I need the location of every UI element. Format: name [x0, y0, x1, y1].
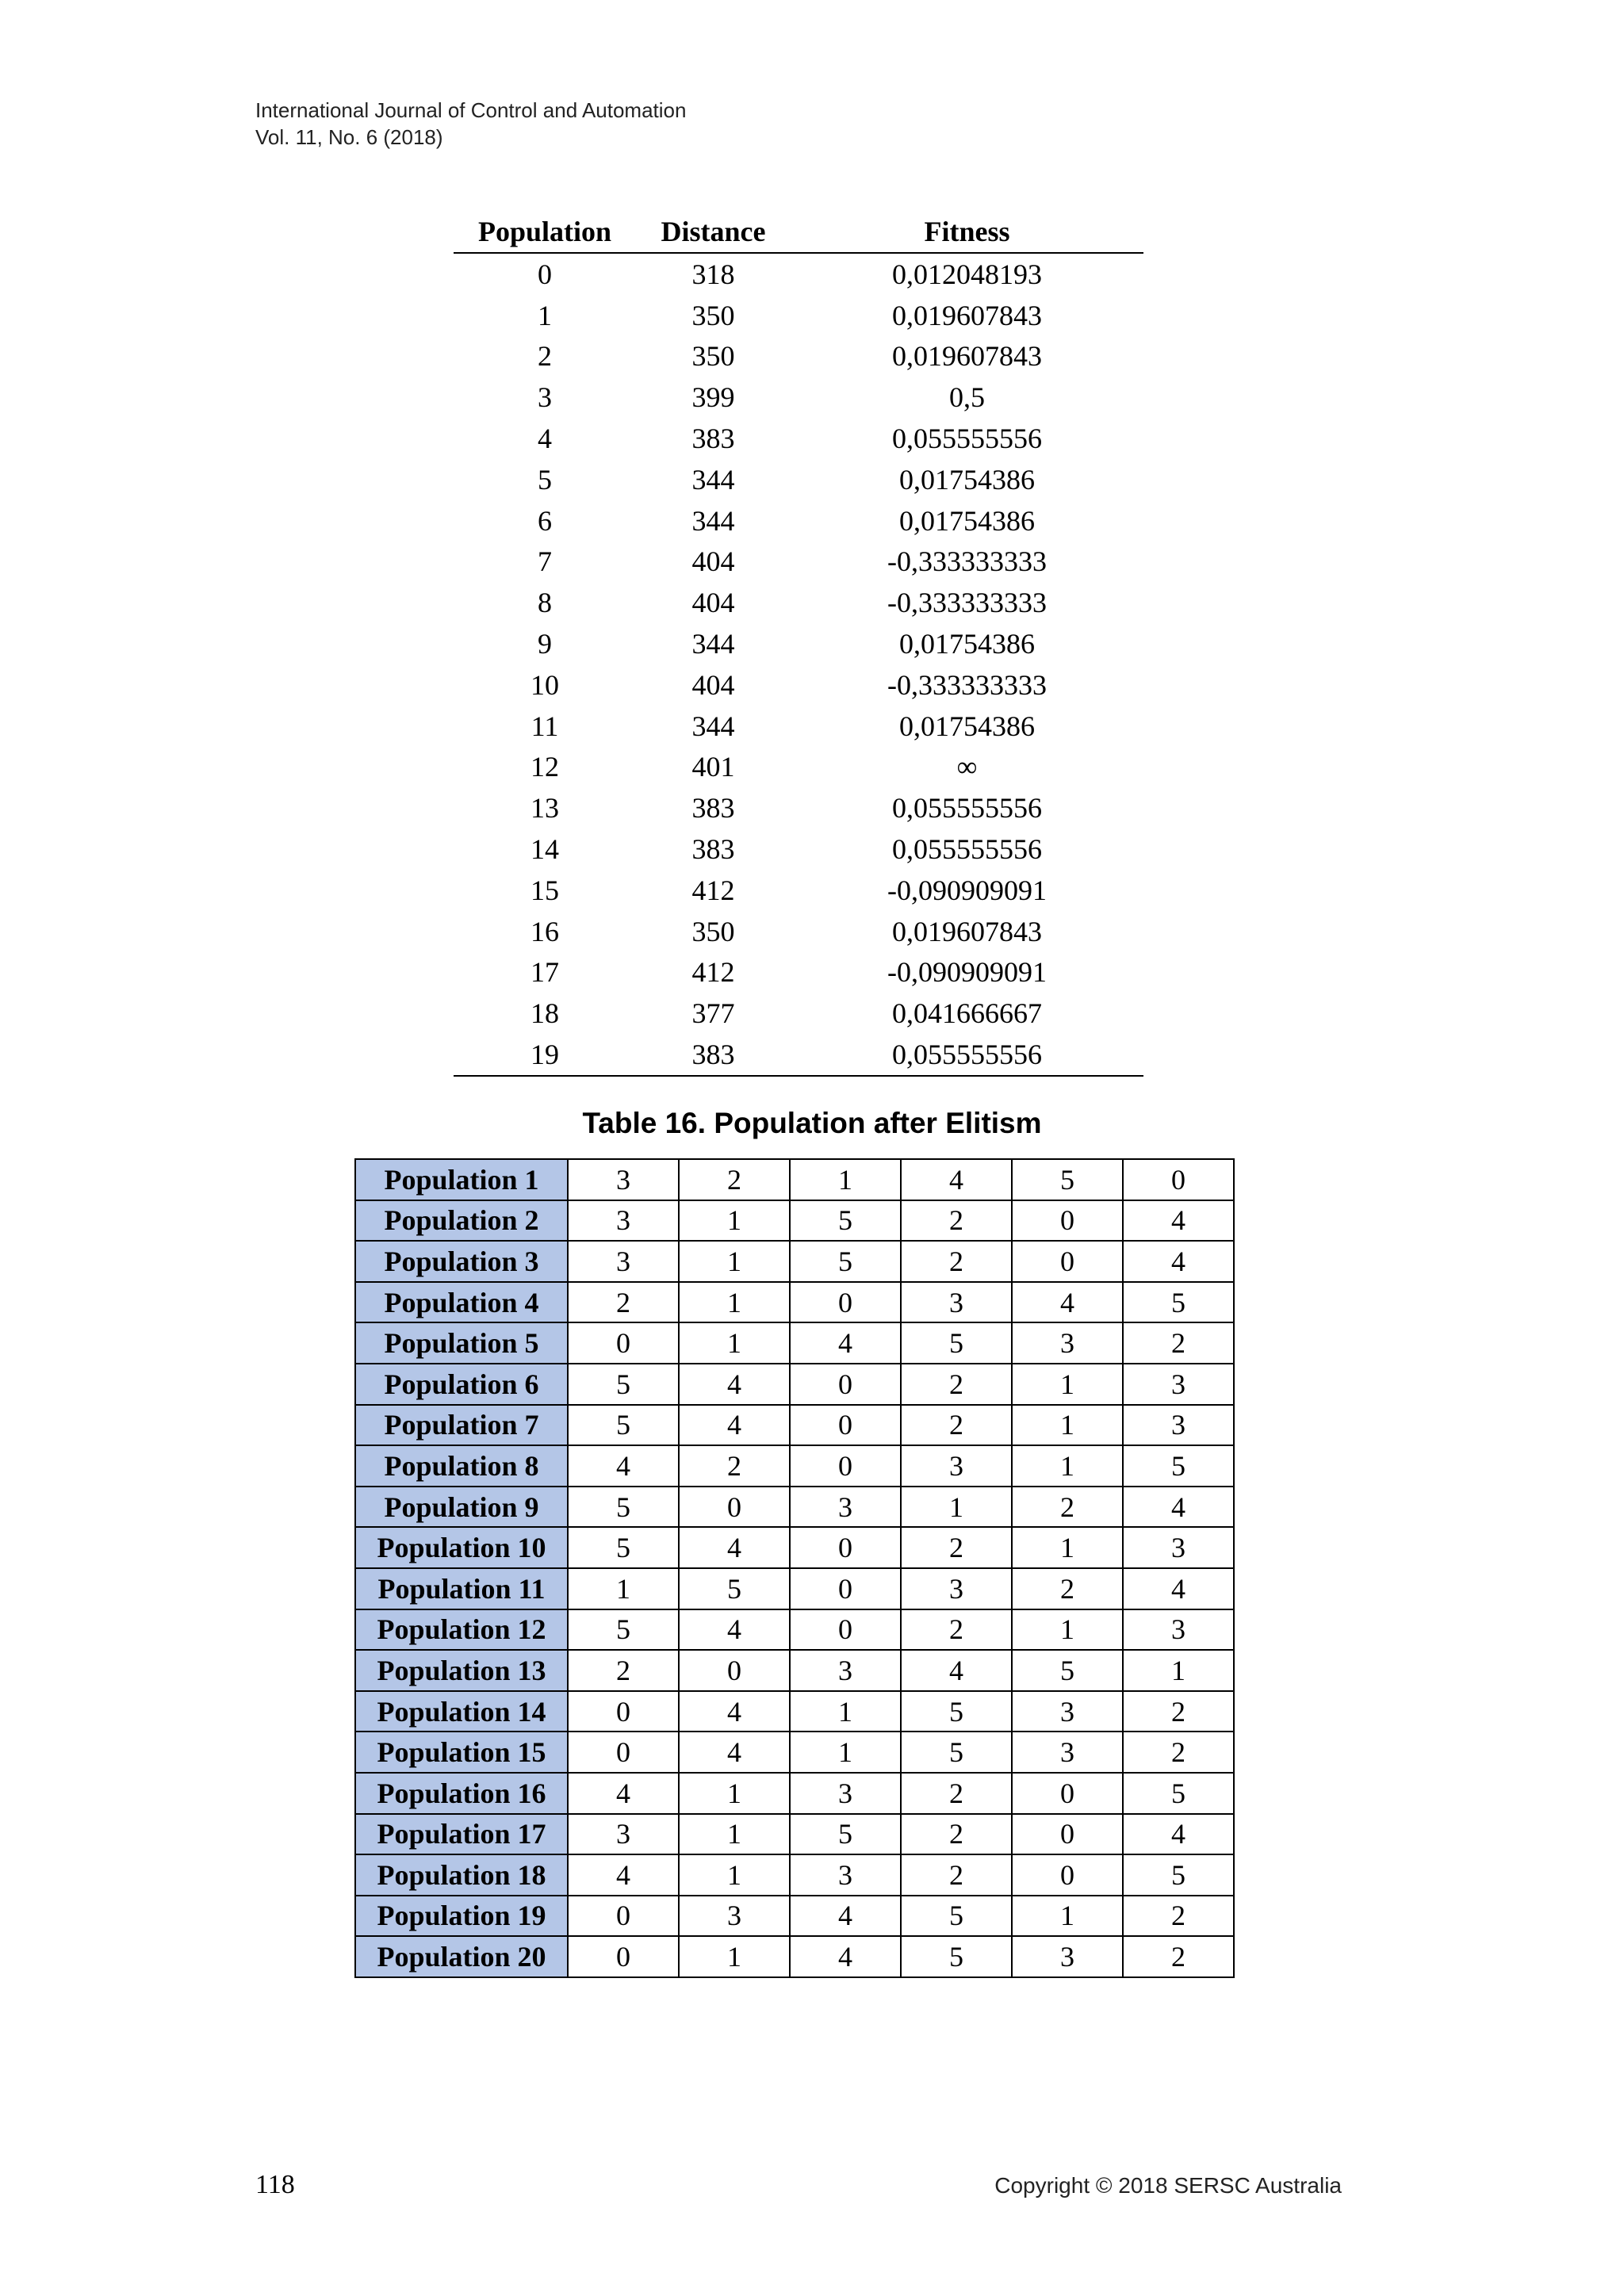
table-row — [355, 1650, 1234, 1691]
distance-cell: 383 — [636, 1034, 791, 1076]
population-label-cell: Population 5 — [355, 1322, 568, 1364]
gene-cell: 4 — [901, 1159, 1012, 1200]
table-row — [454, 747, 1143, 788]
gene-cell: 4 — [1123, 1200, 1234, 1242]
table-row — [454, 336, 1143, 377]
fitness-cell: 0,019607843 — [892, 340, 1042, 373]
gene-cell: 0 — [790, 1445, 901, 1487]
gene-cell: 0 — [790, 1364, 901, 1405]
table-caption: Table 16. Population after Elitism — [582, 1107, 1042, 1139]
gene-cell: 2 — [1012, 1568, 1123, 1609]
table-row — [454, 993, 1143, 1034]
table-row — [454, 459, 1143, 500]
fitness-cell: 0,5 — [949, 381, 985, 414]
table-row — [454, 377, 1143, 418]
gene-cell: 4 — [679, 1364, 790, 1405]
gene-cell: 4 — [568, 1854, 679, 1896]
distance-cell: 344 — [691, 463, 735, 496]
gene-cell: 0 — [1123, 1159, 1234, 1200]
fitness-cell: 0,01754386 — [899, 504, 1035, 537]
population-label-cell: Population 12 — [355, 1609, 568, 1651]
gene-cell: 0 — [1012, 1200, 1123, 1242]
population-label-cell: Population 17 — [355, 1814, 568, 1855]
population-cell: 8 — [538, 587, 552, 619]
population-cell: 2 — [538, 340, 552, 373]
gene-cell: 2 — [901, 1200, 1012, 1242]
table-row — [355, 1732, 1234, 1773]
gene-cell: 2 — [901, 1405, 1012, 1446]
gene-cell: 5 — [1123, 1282, 1234, 1323]
table-row — [355, 1773, 1234, 1814]
gene-cell: 1 — [1012, 1405, 1123, 1446]
gene-cell: 1 — [1012, 1445, 1123, 1487]
fitness-cell: -0,090909091 — [887, 956, 1047, 989]
table-row — [355, 1568, 1234, 1609]
gene-cell: 1 — [790, 1691, 901, 1732]
gene-cell: 3 — [1012, 1691, 1123, 1732]
gene-cell: 1 — [679, 1200, 790, 1242]
gene-cell: 5 — [679, 1568, 790, 1609]
gene-cell: 5 — [901, 1896, 1012, 1937]
gene-cell: 1 — [679, 1241, 790, 1282]
gene-cell: 3 — [568, 1241, 679, 1282]
table-row — [454, 911, 1143, 952]
distance-cell: 318 — [691, 258, 735, 290]
gene-cell: 3 — [1123, 1527, 1234, 1568]
gene-cell: 2 — [1123, 1691, 1234, 1732]
gene-cell: 5 — [1123, 1445, 1234, 1487]
population-cell: 12 — [530, 751, 559, 783]
column-header-population: Population — [454, 211, 636, 253]
gene-cell: 0 — [790, 1568, 901, 1609]
population-label-cell: Population 11 — [355, 1568, 568, 1609]
population-cell: 16 — [530, 915, 559, 947]
table-row — [454, 541, 1143, 583]
distance-cell: 350 — [691, 340, 735, 373]
page-number: 118 — [255, 2170, 295, 2199]
table-row — [355, 1200, 1234, 1242]
gene-cell: 4 — [901, 1650, 1012, 1691]
table-row — [355, 1487, 1234, 1528]
gene-cell: 5 — [1012, 1159, 1123, 1200]
distance-cell: 401 — [691, 751, 735, 783]
gene-cell: 3 — [1012, 1936, 1123, 1977]
gene-cell: 5 — [790, 1241, 901, 1282]
fitness-cell: 0,055555556 — [892, 423, 1042, 455]
gene-cell: 3 — [568, 1159, 679, 1200]
population-cell: 4 — [538, 423, 552, 455]
table-row — [355, 1364, 1234, 1405]
gene-cell: 0 — [568, 1896, 679, 1937]
gene-cell: 3 — [568, 1200, 679, 1242]
copyright-notice: Copyright © 2018 SERSC Australia — [994, 2173, 1342, 2198]
gene-cell: 5 — [568, 1487, 679, 1528]
gene-cell: 2 — [901, 1854, 1012, 1896]
journal-volume: Vol. 11, No. 6 (2018) — [255, 125, 443, 149]
gene-cell: 0 — [790, 1405, 901, 1446]
population-label-cell: Population 7 — [355, 1405, 568, 1446]
distance-cell: 383 — [691, 833, 735, 866]
table-row — [454, 253, 1143, 295]
distance-cell: 350 — [691, 299, 735, 331]
fitness-cell: -0,333333333 — [887, 545, 1047, 578]
gene-cell: 2 — [679, 1159, 790, 1200]
gene-cell: 0 — [1012, 1773, 1123, 1814]
population-cell: 3 — [538, 381, 552, 414]
gene-cell: 4 — [679, 1405, 790, 1446]
gene-cell: 2 — [901, 1241, 1012, 1282]
fitness-cell: 0,041666667 — [892, 997, 1042, 1030]
gene-cell: 1 — [790, 1159, 901, 1200]
fitness-cell: -0,333333333 — [887, 587, 1047, 619]
table-row — [454, 870, 1143, 911]
gene-cell: 5 — [1123, 1854, 1234, 1896]
elitism-table-body — [355, 1159, 1234, 1977]
gene-cell: 1 — [679, 1322, 790, 1364]
table-row — [454, 664, 1143, 706]
gene-cell: 4 — [679, 1527, 790, 1568]
population-cell: 1 — [538, 299, 552, 331]
table-row — [454, 418, 1143, 459]
fitness-table-header — [454, 211, 1143, 253]
fitness-table — [454, 211, 1143, 1077]
gene-cell: 0 — [679, 1650, 790, 1691]
gene-cell: 3 — [568, 1814, 679, 1855]
gene-cell: 4 — [568, 1773, 679, 1814]
gene-cell: 3 — [1123, 1364, 1234, 1405]
fitness-cell: 0,019607843 — [892, 915, 1042, 947]
table-row — [355, 1691, 1234, 1732]
gene-cell: 3 — [1012, 1732, 1123, 1773]
gene-cell: 0 — [790, 1282, 901, 1323]
gene-cell: 5 — [901, 1322, 1012, 1364]
gene-cell: 5 — [568, 1527, 679, 1568]
population-label-cell: Population 13 — [355, 1650, 568, 1691]
population-cell: 0 — [538, 258, 552, 290]
gene-cell: 0 — [568, 1732, 679, 1773]
population-cell: 15 — [530, 874, 559, 906]
gene-cell: 3 — [901, 1282, 1012, 1323]
table-row — [355, 1527, 1234, 1568]
table-row — [355, 1814, 1234, 1855]
table-row — [355, 1405, 1234, 1446]
table-row — [355, 1241, 1234, 1282]
gene-cell: 1 — [1012, 1609, 1123, 1651]
population-label-cell: Population 8 — [355, 1445, 568, 1487]
table-row — [454, 1034, 1143, 1076]
table-row — [355, 1322, 1234, 1364]
fitness-cell: 0,01754386 — [899, 463, 1035, 496]
gene-cell: 1 — [679, 1936, 790, 1977]
gene-cell: 3 — [679, 1896, 790, 1937]
gene-cell: 0 — [568, 1322, 679, 1364]
gene-cell: 0 — [790, 1527, 901, 1568]
gene-cell: 2 — [1123, 1896, 1234, 1937]
distance-cell: 399 — [691, 381, 735, 414]
gene-cell: 4 — [1123, 1241, 1234, 1282]
fitness-cell: -0,090909091 — [887, 874, 1047, 906]
gene-cell: 0 — [568, 1691, 679, 1732]
gene-cell: 2 — [901, 1527, 1012, 1568]
gene-cell: 0 — [568, 1936, 679, 1977]
gene-cell: 5 — [1012, 1650, 1123, 1691]
gene-cell: 5 — [1123, 1773, 1234, 1814]
table-row — [454, 952, 1143, 993]
gene-cell: 3 — [901, 1445, 1012, 1487]
population-cell: 6 — [538, 504, 552, 537]
distance-cell: 350 — [691, 915, 735, 947]
distance-cell: 404 — [691, 545, 735, 578]
population-label-cell: Population 10 — [355, 1527, 568, 1568]
gene-cell: 5 — [568, 1364, 679, 1405]
distance-cell: 412 — [691, 956, 735, 989]
gene-cell: 3 — [790, 1773, 901, 1814]
population-label-cell: Population 19 — [355, 1896, 568, 1937]
distance-cell: 404 — [691, 668, 735, 701]
table-row — [355, 1445, 1234, 1487]
population-cell: 14 — [530, 833, 559, 866]
gene-cell: 5 — [790, 1200, 901, 1242]
journal-title: International Journal of Control and Automation — [255, 98, 687, 122]
running-header — [255, 97, 686, 151]
gene-cell: 1 — [679, 1773, 790, 1814]
table-row — [454, 582, 1143, 623]
distance-cell: 383 — [691, 423, 735, 455]
gene-cell: 1 — [790, 1732, 901, 1773]
population-label-cell: Population 15 — [355, 1732, 568, 1773]
population-label-cell: Population 18 — [355, 1854, 568, 1896]
gene-cell: 0 — [679, 1487, 790, 1528]
gene-cell: 4 — [790, 1322, 901, 1364]
population-cell: 19 — [454, 1034, 636, 1076]
table-row — [355, 1609, 1234, 1651]
table-row — [454, 828, 1143, 870]
table-row — [355, 1282, 1234, 1323]
table-row — [454, 295, 1143, 336]
gene-cell: 5 — [901, 1732, 1012, 1773]
population-cell: 7 — [538, 545, 552, 578]
population-label-cell: Population 6 — [355, 1364, 568, 1405]
gene-cell: 1 — [1012, 1527, 1123, 1568]
gene-cell: 0 — [790, 1609, 901, 1651]
gene-cell: 4 — [679, 1691, 790, 1732]
gene-cell: 1 — [679, 1814, 790, 1855]
gene-cell: 2 — [1123, 1936, 1234, 1977]
table-row — [355, 1159, 1234, 1200]
gene-cell: 1 — [1012, 1896, 1123, 1937]
table-row — [454, 500, 1143, 541]
gene-cell: 4 — [790, 1896, 901, 1937]
population-label-cell: Population 3 — [355, 1241, 568, 1282]
population-cell: 5 — [538, 463, 552, 496]
population-label-cell: Population 20 — [355, 1936, 568, 1977]
gene-cell: 2 — [568, 1282, 679, 1323]
gene-cell: 5 — [790, 1814, 901, 1855]
gene-cell: 4 — [568, 1445, 679, 1487]
population-cell: 10 — [530, 668, 559, 701]
gene-cell: 5 — [901, 1936, 1012, 1977]
gene-cell: 1 — [1123, 1650, 1234, 1691]
gene-cell: 4 — [1123, 1568, 1234, 1609]
gene-cell: 1 — [1012, 1364, 1123, 1405]
gene-cell: 2 — [1123, 1732, 1234, 1773]
gene-cell: 2 — [901, 1609, 1012, 1651]
table-row — [355, 1896, 1234, 1937]
population-label-cell: Population 1 — [355, 1159, 568, 1200]
distance-cell: 383 — [691, 792, 735, 825]
population-label-cell: Population 4 — [355, 1282, 568, 1323]
gene-cell: 2 — [901, 1814, 1012, 1855]
gene-cell: 4 — [1012, 1282, 1123, 1323]
fitness-cell: 0,055555556 — [892, 792, 1042, 825]
population-cell: 17 — [530, 956, 559, 989]
distance-cell: 377 — [691, 997, 735, 1030]
gene-cell: 3 — [901, 1568, 1012, 1609]
column-header-distance: Distance — [636, 211, 791, 253]
population-cell: 9 — [538, 628, 552, 660]
table-row — [454, 706, 1143, 747]
distance-cell: 412 — [691, 874, 735, 906]
gene-cell: 2 — [901, 1364, 1012, 1405]
population-label-cell: Population 2 — [355, 1200, 568, 1242]
gene-cell: 3 — [790, 1650, 901, 1691]
gene-cell: 2 — [901, 1773, 1012, 1814]
gene-cell: 3 — [790, 1854, 901, 1896]
gene-cell: 3 — [1012, 1322, 1123, 1364]
gene-cell: 2 — [1123, 1322, 1234, 1364]
table-row — [355, 1854, 1234, 1896]
gene-cell: 3 — [790, 1487, 901, 1528]
gene-cell: 5 — [568, 1609, 679, 1651]
fitness-cell: 0,01754386 — [899, 628, 1035, 660]
gene-cell: 3 — [1123, 1609, 1234, 1651]
gene-cell: 4 — [790, 1936, 901, 1977]
gene-cell: 1 — [679, 1854, 790, 1896]
gene-cell: 4 — [679, 1609, 790, 1651]
gene-cell: 4 — [679, 1732, 790, 1773]
distance-cell: 344 — [691, 504, 735, 537]
gene-cell: 1 — [901, 1487, 1012, 1528]
gene-cell: 3 — [1123, 1405, 1234, 1446]
gene-cell: 5 — [568, 1405, 679, 1446]
gene-cell: 0 — [1012, 1854, 1123, 1896]
distance-cell: 404 — [691, 587, 735, 619]
gene-cell: 2 — [679, 1445, 790, 1487]
population-label-cell: Population 16 — [355, 1773, 568, 1814]
gene-cell: 2 — [1012, 1487, 1123, 1528]
population-cell: 18 — [530, 997, 559, 1030]
table-row — [355, 1936, 1234, 1977]
fitness-cell: -0,333333333 — [887, 668, 1047, 701]
fitness-cell: 0,012048193 — [892, 258, 1042, 290]
gene-cell: 4 — [1123, 1487, 1234, 1528]
gene-cell: 0 — [1012, 1241, 1123, 1282]
population-cell: 11 — [530, 710, 559, 742]
distance-cell: 344 — [691, 710, 735, 742]
column-header-fitness: Fitness — [791, 211, 1143, 253]
gene-cell: 1 — [679, 1282, 790, 1323]
distance-cell: 344 — [691, 628, 735, 660]
gene-cell: 1 — [568, 1568, 679, 1609]
fitness-cell: ∞ — [956, 751, 978, 783]
gene-cell: 0 — [1012, 1814, 1123, 1855]
table-row — [454, 787, 1143, 828]
elitism-table — [354, 1158, 1235, 1978]
table-row — [454, 623, 1143, 664]
gene-cell: 4 — [1123, 1814, 1234, 1855]
fitness-cell: 0,055555556 — [791, 1034, 1143, 1076]
population-label-cell: Population 9 — [355, 1487, 568, 1528]
fitness-cell: 0,055555556 — [892, 833, 1042, 866]
gene-cell: 2 — [568, 1650, 679, 1691]
fitness-table-body — [454, 253, 1143, 1076]
fitness-cell: 0,019607843 — [892, 299, 1042, 331]
gene-cell: 5 — [901, 1691, 1012, 1732]
population-label-cell: Population 14 — [355, 1691, 568, 1732]
fitness-cell: 0,01754386 — [899, 710, 1035, 742]
population-cell: 13 — [530, 792, 559, 825]
